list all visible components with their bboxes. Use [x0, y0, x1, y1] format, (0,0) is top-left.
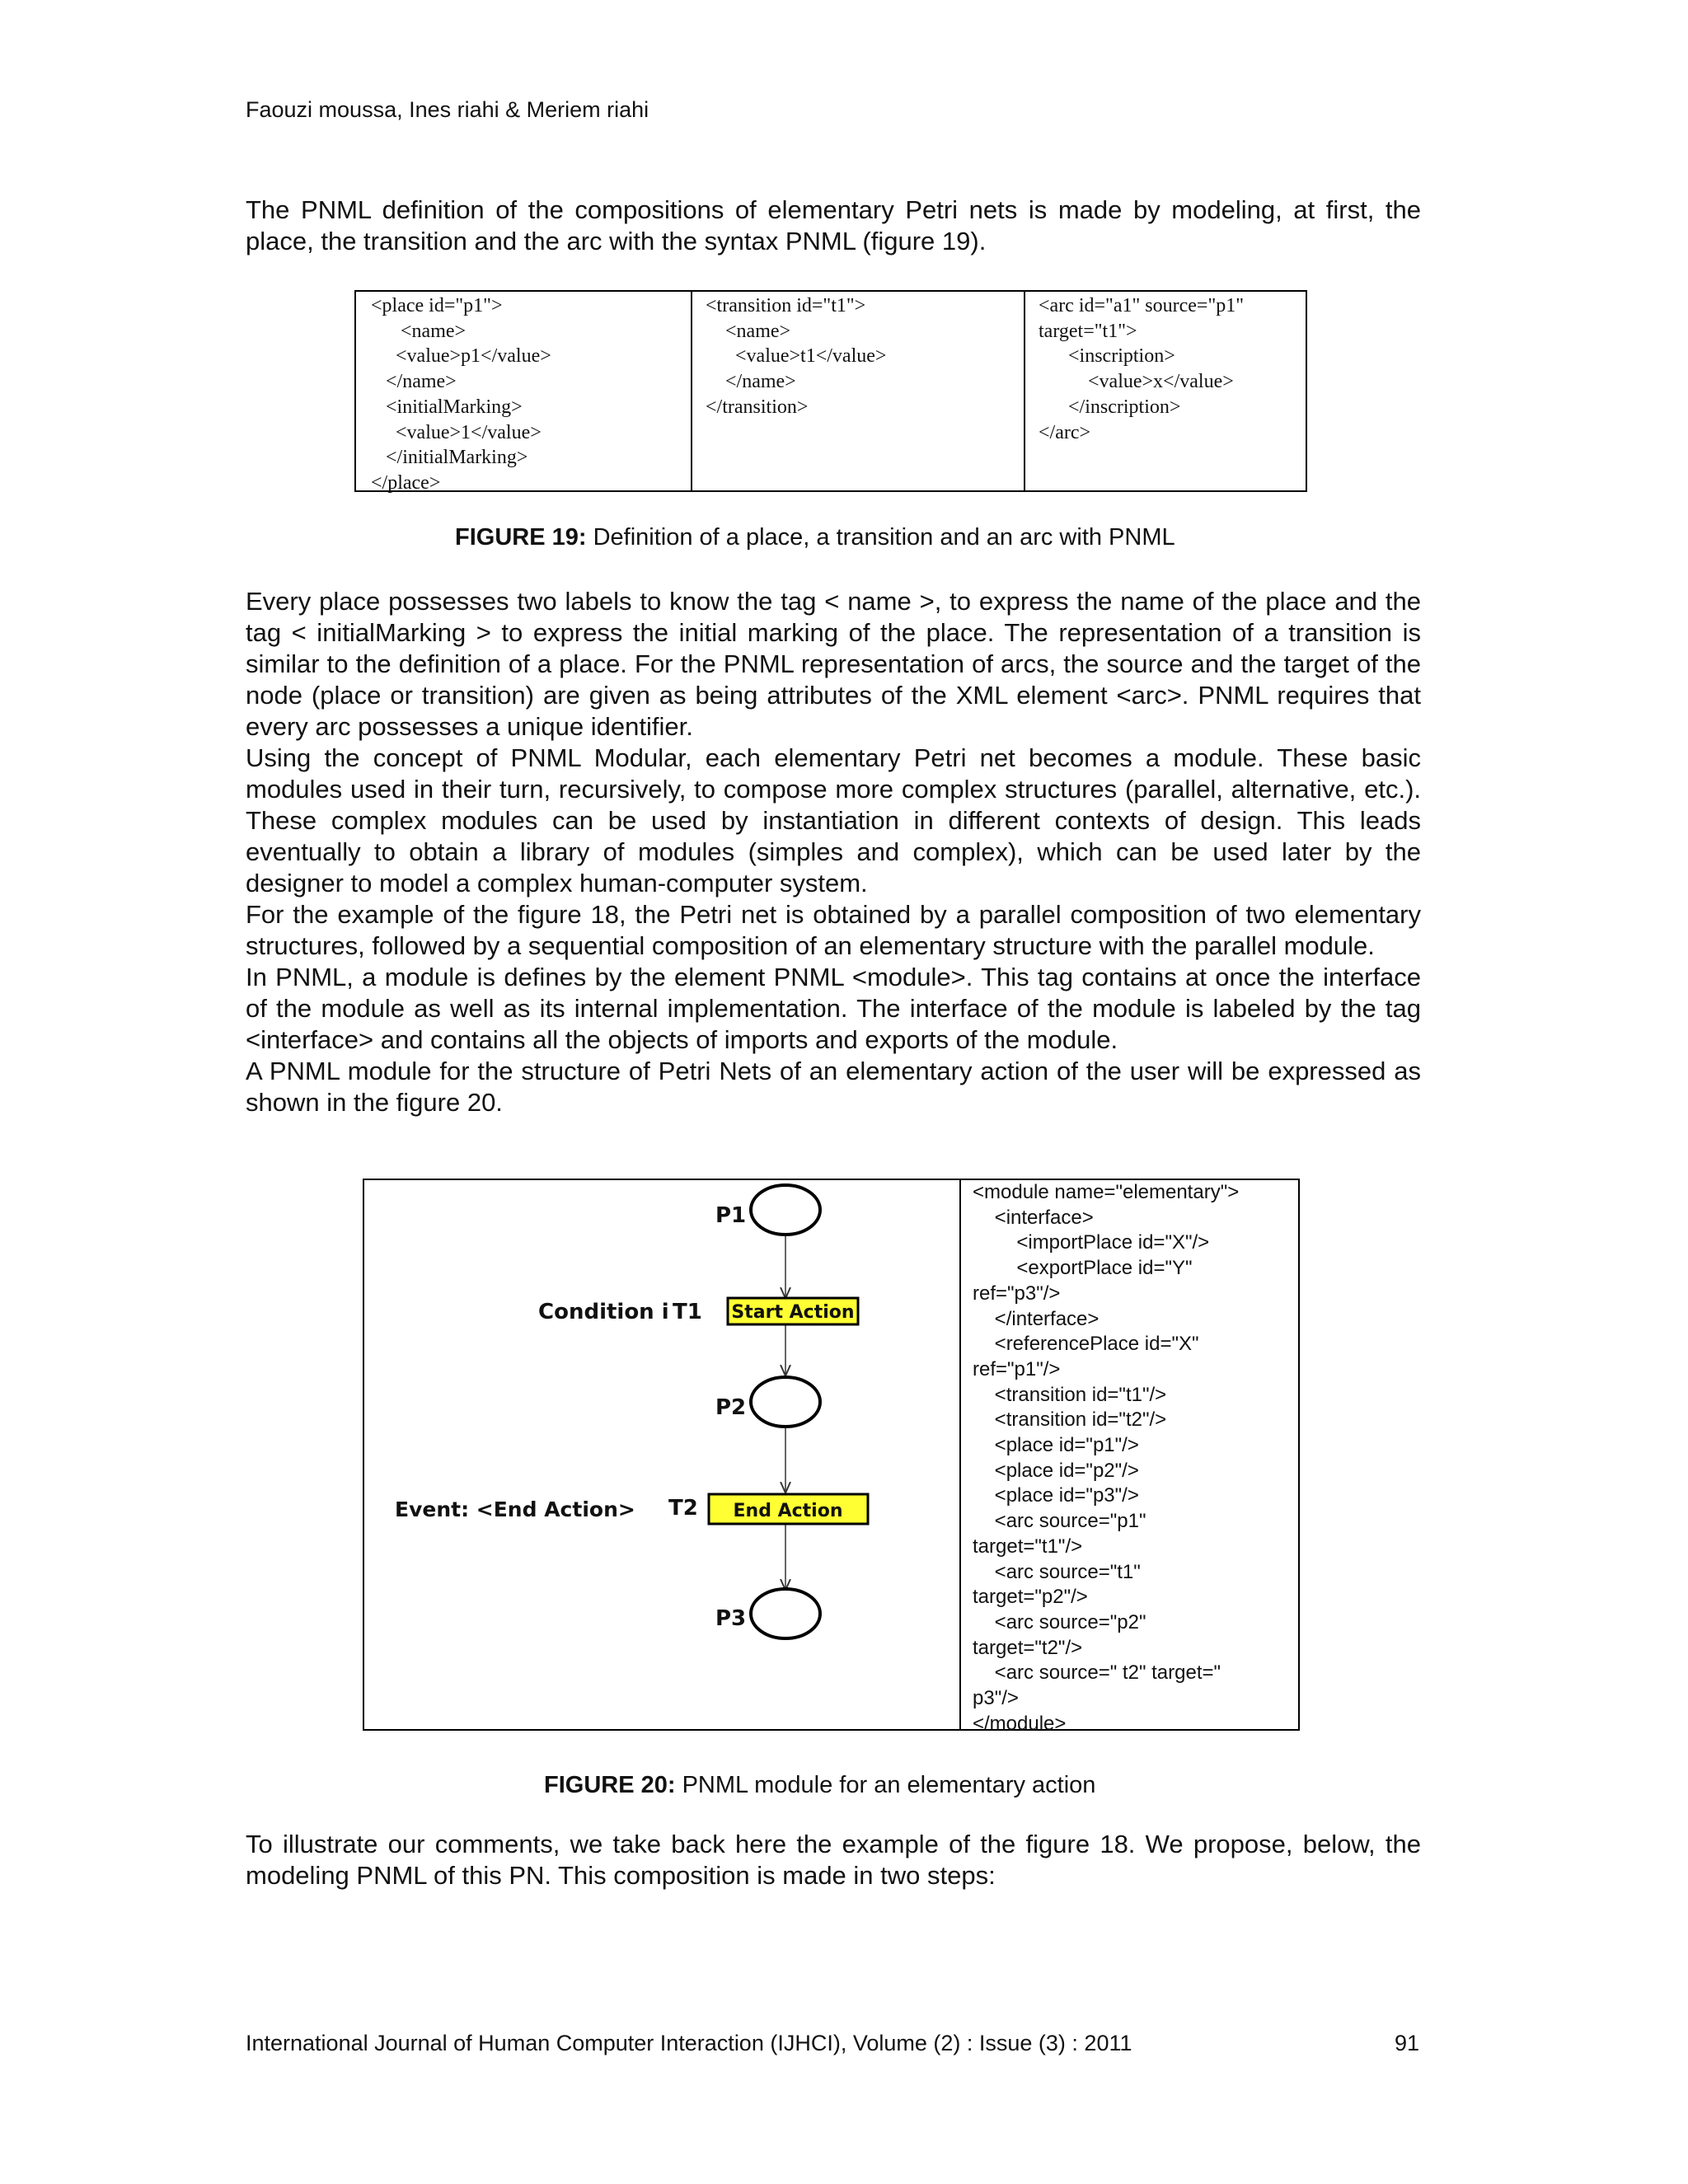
paragraph-elementary-action: A PNML module for the structure of Petri Nets of an elementary action of the user will be expressed as shown in the figure 20.	[246, 1057, 1421, 1117]
place-code-cell	[371, 293, 551, 496]
code-line: <place id="p1">	[371, 295, 503, 316]
place-p1	[751, 1185, 820, 1235]
page-number: 91	[1394, 2031, 1419, 2055]
running-header: Faouzi moussa, Ines riahi & Meriem riahi	[246, 97, 649, 122]
label-p1: P1	[715, 1203, 747, 1228]
figure-20-label: FIGURE 20:	[544, 1772, 676, 1798]
code-line: <arc source="t1"	[973, 1560, 1141, 1583]
code-line: <value>p1</value>	[371, 345, 551, 368]
code-line: </name>	[706, 371, 796, 393]
code-line: <module name="elementary">	[973, 1181, 1240, 1203]
code-line: </arc>	[1039, 421, 1091, 443]
paragraph-place-labels: Every place possesses two labels to know the tag < name >, to express the name of the place and the tag < initialMarking > to express the initial marking of the place. The representation of a transition is similar to the definition of a place. For the PNML representation of arcs, the source and the target of the node (place or transition) are given as being attributes of the XML element <arc>. PNML requires that every arc possesses a unique identifier.	[246, 587, 1421, 741]
code-line: </transition>	[706, 396, 809, 418]
paragraph-figure-18: For the example of the figure 18, the Petri net is obtained by a parallel composition of two elementary structures, followed by a sequential composition of an elementary structure with the parallel module.	[246, 900, 1421, 960]
code-line: target="t2"/>	[973, 1636, 1083, 1659]
intro-paragraph	[246, 194, 1421, 257]
code-line: <place id="p3"/>	[973, 1484, 1139, 1507]
code-line: </initialMarking>	[371, 447, 528, 469]
closing-paragraph	[246, 1829, 1421, 1891]
code-line: </module>	[973, 1712, 1067, 1735]
code-line: <arc source=" t2" target="	[973, 1661, 1221, 1685]
label-p2: P2	[715, 1395, 747, 1420]
start-action-label: Start Action	[731, 1302, 855, 1323]
condition-label: Condition i	[538, 1300, 669, 1324]
code-line: <exportPlace id="Y"	[973, 1257, 1193, 1280]
code-line: <name>	[706, 320, 791, 342]
code-line: target="t1">	[1039, 320, 1137, 342]
code-line: target="p2"/>	[973, 1586, 1088, 1609]
code-line: <transition id="t1">	[706, 295, 866, 316]
code-line: <inscription>	[1039, 345, 1175, 368]
code-line: <value>1</value>	[371, 421, 542, 443]
code-line: target="t1"/>	[973, 1535, 1083, 1558]
end-action-label: End Action	[733, 1501, 843, 1521]
code-line: <arc id="a1" source="p1"	[1039, 295, 1245, 316]
figure-20-box	[363, 1179, 1300, 1735]
paragraph-module-definition: In PNML, a module is defines by the element PNML <module>. This tag contains at once the interface of the module as well as its internal implementation. The interface of the module is labeled by the tag <interface> and contains all the objects of imports and exports of the module.	[246, 963, 1421, 1054]
code-line: <initialMarking>	[371, 396, 523, 418]
code-line: ref="p3"/>	[973, 1282, 1061, 1305]
code-line: </name>	[371, 371, 457, 393]
figure-19-table	[354, 290, 1307, 492]
transition-code-cell	[706, 293, 886, 420]
code-line: <referencePlace id="X"	[973, 1333, 1199, 1356]
code-line: <transition id="t1"/>	[973, 1383, 1167, 1406]
code-line: <arc source="p1"	[973, 1510, 1146, 1533]
code-line: ref="p1"/>	[973, 1357, 1061, 1380]
place-p3	[751, 1589, 820, 1638]
code-line: <value>t1</value>	[706, 345, 887, 368]
module-code	[973, 1180, 1239, 1736]
code-line: </interface>	[973, 1307, 1100, 1330]
code-line: </inscription>	[1039, 396, 1181, 418]
petri-net-diagram	[364, 1180, 959, 1729]
code-line: <transition id="t2"/>	[973, 1408, 1167, 1432]
code-line: <importPlace id="X"/>	[973, 1231, 1210, 1254]
arc-code-cell	[1039, 293, 1244, 445]
event-label: Event: <End Action>	[395, 1497, 635, 1521]
figure-20-caption-text: PNML module for an elementary action	[675, 1772, 1096, 1798]
code-line: <interface>	[973, 1206, 1094, 1229]
code-line: <name>	[371, 320, 467, 342]
figure-19-caption-text: Definition of a place, a transition and an arc with PNML	[586, 524, 1175, 551]
code-line: <arc source="p2"	[973, 1610, 1146, 1633]
paragraph-pnml-modular: Using the concept of PNML Modular, each elementary Petri net becomes a module. These basic modules used in their turn, recursively, to compose more complex structures (parallel, alternative, etc.). These complex modules can be used by instantiation in different contexts of design. This leads eventually to obtain a library of modules (simples and complex), which can be used later by the designer to model a complex human-computer system.	[246, 743, 1421, 898]
closing-text: To illustrate our comments, we take back here the example of the figure 18. We propose, below, the modeling PNML of this PN. This composition is made in two steps:	[246, 1830, 1421, 1890]
table-divider	[1024, 292, 1025, 490]
label-t2: T2	[668, 1496, 698, 1521]
code-line: <value>x</value>	[1039, 371, 1234, 393]
body-text	[246, 586, 1421, 1118]
table-divider	[691, 292, 692, 490]
figure-19-caption	[455, 524, 1175, 551]
place-p2	[751, 1377, 820, 1427]
code-line: <place id="p2"/>	[973, 1459, 1139, 1482]
code-line: </place>	[371, 471, 441, 494]
code-line: <place id="p1"/>	[973, 1434, 1139, 1457]
figure-20-caption	[544, 1772, 1095, 1799]
intro-text: The PNML definition of the compositions of elementary Petri nets is made by modeling, at first, the place, the transition and the arc with the syntax PNML (figure 19).	[246, 195, 1421, 255]
figure-19-label: FIGURE 19:	[455, 524, 587, 551]
code-line: p3"/>	[973, 1687, 1019, 1710]
journal-footer: International Journal of Human Computer Interaction (IJHCI), Volume (2) : Issue (3) : 2011	[246, 2031, 1132, 2055]
label-p3: P3	[715, 1606, 747, 1631]
label-t1: T1	[673, 1300, 702, 1324]
figure-divider	[959, 1180, 961, 1729]
